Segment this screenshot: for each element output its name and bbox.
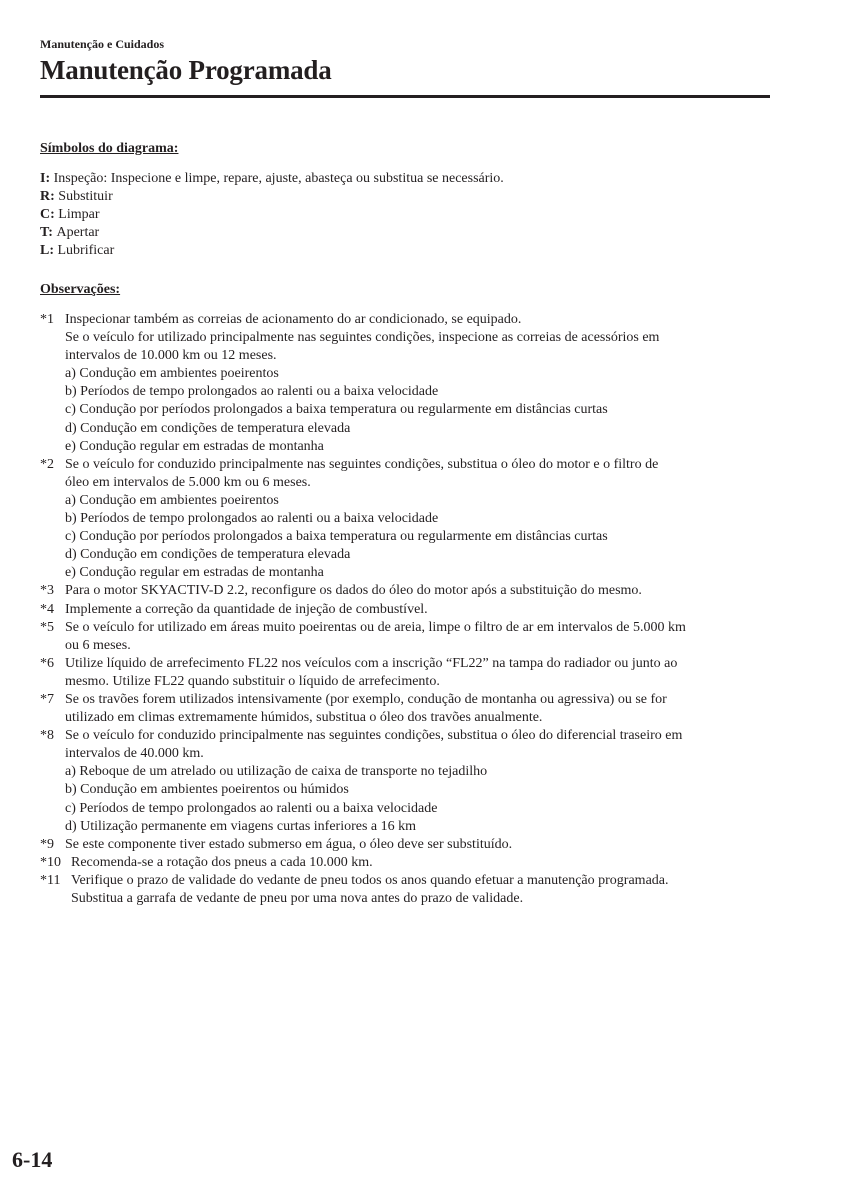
- note-line: intervalos de 40.000 km.: [65, 746, 204, 762]
- note-line: ou 6 meses.: [65, 637, 131, 653]
- symbol-key: R:: [40, 189, 55, 205]
- note-marker: *6: [40, 655, 54, 671]
- note-item: [40, 691, 780, 727]
- note-line: c) Condução por períodos prolongados a baixa temperatura ou regularmente em distâncias curtas: [65, 529, 608, 545]
- note-line: b) Períodos de tempo prolongados ao ralenti ou a baixa velocidade: [65, 384, 439, 400]
- note-line: b) Condução em ambientes poeirentos ou húmidos: [65, 782, 349, 798]
- note-line: intervalos de 10.000 km ou 12 meses.: [65, 348, 277, 364]
- note-line: utilizado em climas extremamente húmidos, substitua o óleo dos travões anualmente.: [65, 710, 543, 726]
- note-line: Implemente a correção da quantidade de injeção de combustível.: [65, 601, 428, 617]
- note-line: c) Períodos de tempo prolongados ao ralenti ou a baixa velocidade: [65, 800, 438, 816]
- note-line: a) Reboque de um atrelado ou utilização de caixa de transporte no tejadilho: [65, 764, 488, 780]
- page-title: Manutenção Programada: [40, 55, 332, 85]
- symbols-list: [40, 170, 780, 260]
- note-line: d) Condução em condições de temperatura elevada: [65, 420, 351, 436]
- note-line: mesmo. Utilize FL22 quando substituir o líquido de arrefecimento.: [65, 673, 440, 689]
- note-item: [40, 655, 780, 691]
- note-line: a) Condução em ambientes poeirentos: [65, 492, 279, 508]
- note-line: Se o veículo for conduzido principalmente nas seguintes condições, substitua o óleo do motor e o filtro de: [65, 456, 659, 472]
- note-item: [40, 836, 780, 854]
- note-line: Recomenda-se a rotação dos pneus a cada 10.000 km.: [71, 854, 373, 870]
- note-line: Substitua a garrafa de vedante de pneu por uma nova antes do prazo de validade.: [71, 891, 524, 906]
- note-line: Utilize líquido de arrefecimento FL22 nos veículos com a inscrição “FL22” na tampa do radiador ou junto ao: [65, 655, 678, 671]
- note-line: Se este componente tiver estado submerso em água, o óleo deve ser substituído.: [65, 836, 513, 852]
- note-line: Verifique o prazo de validade do vedante de pneu todos os anos quando efetuar a manutenção programada.: [71, 872, 669, 888]
- symbols-heading: Símbolos do diagrama:: [40, 141, 179, 156]
- note-line: Se o veículo for conduzido principalmente nas seguintes condições, substitua o óleo do diferencial traseiro em: [65, 728, 683, 744]
- note-item: [40, 311, 780, 456]
- note-marker: *2: [40, 456, 54, 472]
- note-line: Se o veículo for utilizado principalmente nas seguintes condições, inspecione as correias de acessórios em: [65, 330, 660, 346]
- note-marker: *3: [40, 583, 54, 599]
- note-marker: *7: [40, 691, 54, 707]
- note-marker: *10: [40, 854, 61, 870]
- note-line: Para o motor SKYACTIV-D 2.2, reconfigure os dados do óleo do motor após a substituição do mesmo.: [65, 583, 642, 599]
- note-item: [40, 854, 780, 872]
- note-line: e) Condução regular em estradas de montanha: [65, 438, 324, 454]
- note-line: Se o veículo for utilizado em áreas muito poeirentas ou de areia, limpe o filtro de ar em intervalos de 5.000 km: [65, 619, 686, 635]
- note-item: [40, 872, 780, 908]
- symbol-row: [40, 242, 780, 260]
- note-marker: *9: [40, 836, 54, 852]
- symbol-key: I:: [40, 171, 51, 186]
- note-marker: *1: [40, 312, 54, 327]
- symbol-text: Lubrificar: [57, 243, 115, 259]
- note-line: a) Condução em ambientes poeirentos: [65, 366, 279, 382]
- symbol-key: T:: [40, 225, 53, 241]
- note-line: Inspecionar também as correias de acionamento do ar condicionado, se equipado.: [65, 312, 522, 327]
- note-line: e) Condução regular em estradas de montanha: [65, 565, 324, 581]
- note-marker: *11: [40, 872, 61, 888]
- note-marker: *8: [40, 728, 54, 744]
- symbol-row: [40, 206, 780, 224]
- symbol-key: C:: [40, 207, 55, 223]
- symbol-text: Inspeção: Inspecione e limpe, repare, ajuste, abasteça ou substitua se necessário.: [53, 171, 504, 186]
- notes-heading: Observações:: [40, 282, 121, 297]
- note-line: Se os travões forem utilizados intensivamente (por exemplo, condução de montanha ou agressiva) ou se for: [65, 691, 667, 707]
- symbol-row: [40, 188, 780, 206]
- page-number: 6-14: [12, 1147, 53, 1172]
- symbol-row: [40, 224, 780, 242]
- symbol-text: Apertar: [56, 225, 100, 241]
- section-label: Manutenção e Cuidados: [40, 37, 165, 51]
- note-line: óleo em intervalos de 5.000 km ou 6 meses.: [65, 474, 311, 490]
- note-marker: *4: [40, 601, 54, 617]
- note-marker: *5: [40, 619, 54, 635]
- note-line: d) Utilização permanente em viagens curtas inferiores a 16 km: [65, 818, 417, 834]
- note-item: [40, 582, 780, 600]
- note-item: [40, 619, 780, 655]
- note-line: b) Períodos de tempo prolongados ao ralenti ou a baixa velocidade: [65, 511, 439, 527]
- notes-list: [40, 311, 780, 908]
- note-line: c) Condução por períodos prolongados a baixa temperatura ou regularmente em distâncias curtas: [65, 402, 608, 418]
- note-item: [40, 601, 780, 619]
- note-item: [40, 456, 780, 583]
- note-line: d) Condução em condições de temperatura elevada: [65, 547, 351, 563]
- symbol-text: Limpar: [58, 207, 100, 223]
- symbol-text: Substituir: [58, 189, 113, 205]
- note-item: [40, 727, 780, 836]
- symbol-row: [40, 170, 780, 188]
- title-rule: [40, 95, 770, 98]
- symbol-key: L:: [40, 243, 54, 259]
